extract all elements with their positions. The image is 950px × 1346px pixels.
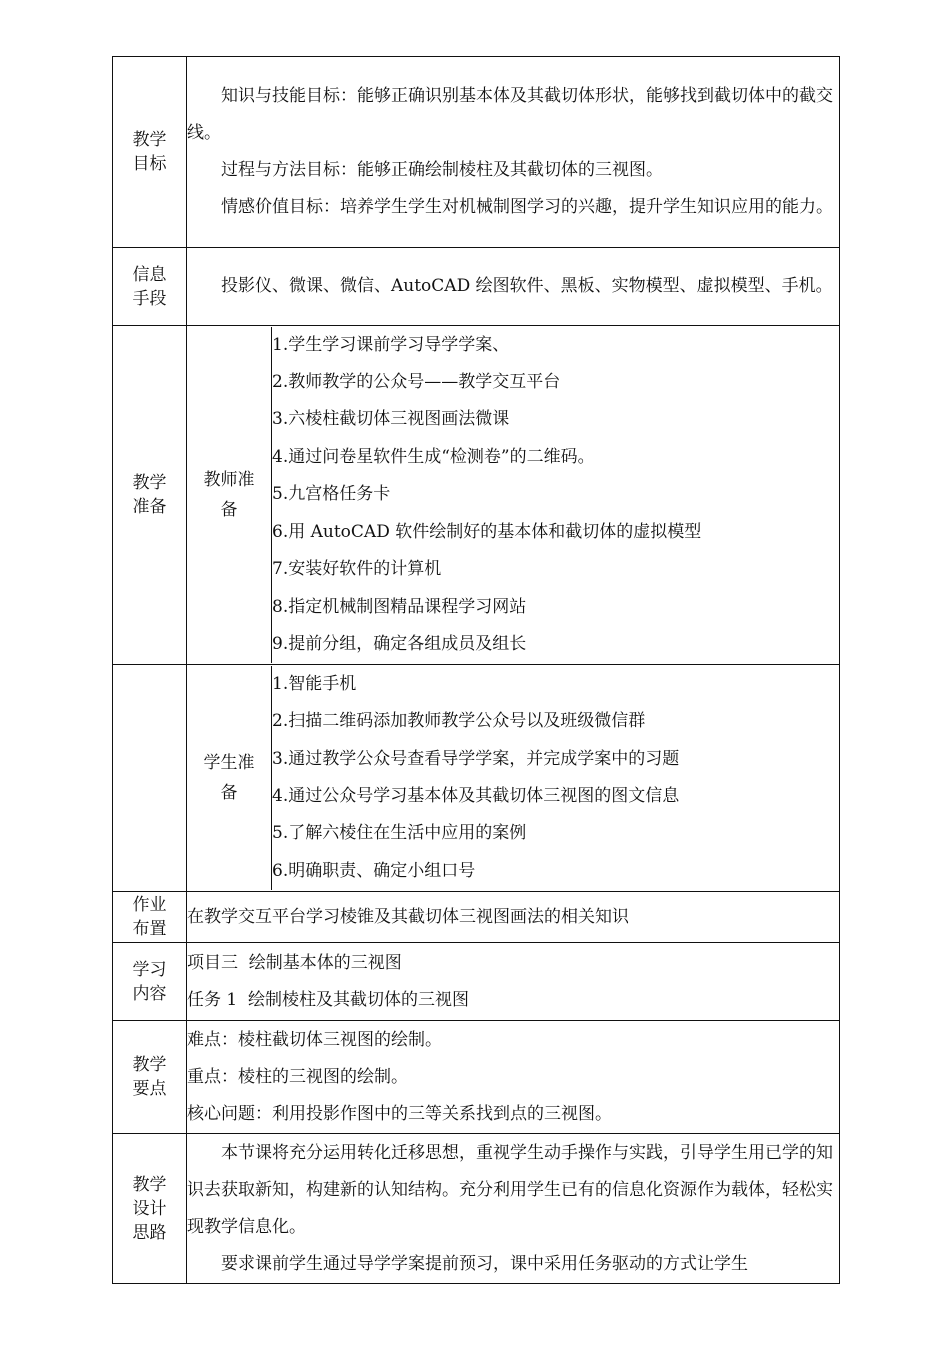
objective-emotion: 情感价值目标：培养学生学生对机械制图学习的兴趣，提升学生知识应用的能力。 — [221, 197, 833, 217]
list-item: 1.学生学习课前学习导学学案、 — [272, 334, 510, 355]
list-item: 5.九宫格任务卡 — [272, 484, 391, 505]
list-item: 3.六棱柱截切体三视图画法微课 — [272, 409, 510, 430]
label-design: 教学 设计 思路 — [113, 1134, 187, 1284]
label-student-preparation: 学生准 备 — [187, 666, 272, 890]
list-item: 3.通过教学公众号查看导学学案，并完成学案中的习题 — [272, 748, 680, 769]
info-means-text: 投影仪、微课、微信、AutoCAD 绘图软件、黑板、实物模型、虚拟模型、手机。 — [221, 276, 833, 296]
row-key-points — [113, 1021, 840, 1134]
list-item: 4.通过问卷星软件生成“检测卷”的二维码。 — [272, 446, 595, 467]
label-teacher-preparation: 教师准 备 — [187, 327, 272, 664]
teacher-preparation-list — [272, 327, 840, 664]
content-task: 任务 1 绘制棱柱及其截切体的三视图 — [187, 989, 470, 1010]
list-item: 8.指定机械制图精品课程学习网站 — [272, 596, 527, 617]
student-preparation-list — [272, 666, 840, 890]
list-item: 6.明确职责、确定小组口号 — [272, 860, 476, 881]
design-cell — [187, 1134, 840, 1284]
row-preparation-student — [113, 665, 840, 892]
key-points-cell — [187, 1021, 840, 1134]
list-item: 9.提前分组，确定各组成员及组长 — [272, 633, 527, 654]
objectives-content — [187, 57, 840, 248]
row-design — [113, 1134, 840, 1284]
label-objectives: 教学 目标 — [113, 57, 187, 248]
list-item: 1.智能手机 — [272, 673, 357, 694]
objective-process: 过程与方法目标：能够正确绘制棱柱及其截切体的三视图。 — [221, 160, 663, 180]
row-content — [113, 943, 840, 1021]
row-homework — [113, 892, 840, 943]
label-content: 学习 内容 — [113, 943, 187, 1021]
row-objectives — [113, 57, 840, 248]
label-preparation-empty — [113, 665, 187, 892]
row-info-means — [113, 248, 840, 326]
content-project: 项目三 绘制基本体的三视图 — [187, 952, 402, 973]
homework-text: 在教学交互平台学习棱锥及其截切体三视图画法的相关知识 — [187, 892, 840, 943]
design-paragraph-1: 本节课将充分运用转化迁移思想，重视学生动手操作与实践，引导学生用已学的知识去获取新知，构建新的认知结构。充分利用学生已有的信息化资源作为载体，轻松实现教学信息化。 — [187, 1142, 833, 1237]
student-preparation-table — [187, 666, 839, 890]
label-info-means: 信息 手段 — [113, 248, 187, 326]
key-point-focus: 重点：棱柱的三视图的绘制。 — [187, 1066, 408, 1087]
student-preparation-cell — [187, 665, 840, 892]
row-preparation-teacher — [113, 326, 840, 665]
list-item: 4.通过公众号学习基本体及其截切体三视图的图文信息 — [272, 786, 680, 806]
key-point-core-question: 核心问题：利用投影作图中的三等关系找到点的三视图。 — [187, 1103, 612, 1124]
list-item: 5.了解六棱住在生活中应用的案例 — [272, 823, 527, 844]
design-paragraph-2: 要求课前学生通过导学学案提前预习，课中采用任务驱动的方式让学生 — [221, 1253, 748, 1274]
info-means-content — [187, 248, 840, 326]
lesson-plan-table — [112, 56, 840, 1284]
label-key-points: 教学 要点 — [113, 1021, 187, 1134]
teacher-preparation-table — [187, 327, 839, 664]
label-homework: 作业 布置 — [113, 892, 187, 943]
teacher-preparation-cell — [187, 326, 840, 665]
content-cell — [187, 943, 840, 1021]
label-preparation: 教学 准备 — [113, 326, 187, 665]
list-item: 6.用 AutoCAD 软件绘制好的基本体和截切体的虚拟模型 — [272, 521, 702, 542]
list-item: 7.安装好软件的计算机 — [272, 559, 442, 580]
list-item: 2.扫描二维码添加教师教学公众号以及班级微信群 — [272, 711, 646, 732]
objective-knowledge: 知识与技能目标：能够正确识别基本体及其截切体形状，能够找到截切体中的截交线。 — [187, 86, 833, 143]
key-point-difficulty: 难点：棱柱截切体三视图的绘制。 — [187, 1029, 442, 1050]
list-item: 2.教师教学的公众号——教学交互平台 — [272, 372, 561, 393]
